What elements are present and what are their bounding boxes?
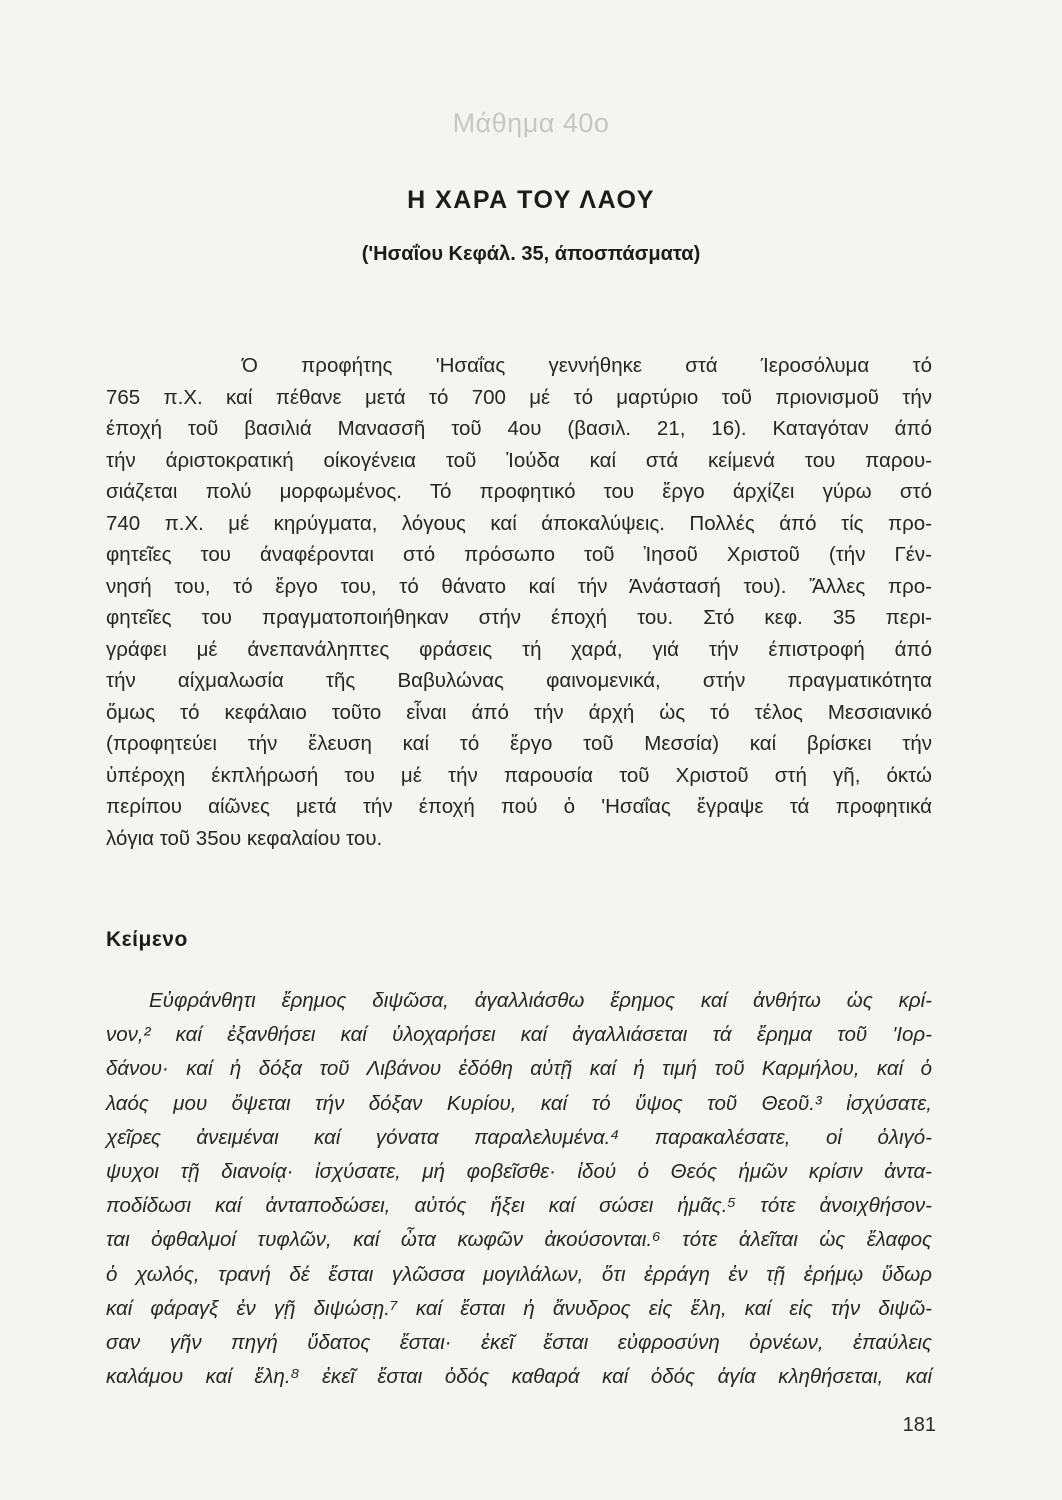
- intro-line: σιάζεται πολύ μορφωμένος. Τό προφητικό του ἔργο άρχίζει γύρω στό: [106, 480, 932, 503]
- lesson-label: Μάθημα 40ο: [452, 108, 610, 138]
- scripture-line: Εὐφράνθητι ἔρημος διψῶσα, ἀγαλλιάσθω ἔρημος καί ἀνθήτω ὡς κρί-: [149, 989, 932, 1012]
- scripture-line: χεῖρες ἀνειμέναι καί γόνατα παραλελυμένα.⁴ παρακαλέσατε, οἱ ὀλιγό-: [106, 1125, 932, 1149]
- intro-line: τήν άριστοκρατική οίκογένεια τοῦ Ἰούδα καί στά κείμενά του παρου-: [106, 448, 932, 472]
- intro-line: γράφει μέ άνεπανάληπτες φράσεις τή χαρά, γιά τήν έπιστροφή άπό: [106, 637, 932, 661]
- intro-line: φητεῖες του πραγματοποιήθηκαν στήν έποχή του. Στό κεφ. 35 περι-: [106, 606, 932, 629]
- intro-line: 740 π.Χ. μέ κηρύγματα, λόγους καί άποκαλύψεις. Πολλές άπό τίς προ-: [106, 511, 932, 535]
- intro-line: ὑπέροχη έκπλήρωσή του μέ τήν παρουσία τοῦ Χριστοῦ στή γῆ, όκτώ: [106, 763, 932, 787]
- page-number: 181: [902, 1414, 936, 1436]
- source-reference: ('Ησαΐου Κεφάλ. 35, άποσπάσματα): [361, 243, 701, 265]
- intro-line: νησή του, τό ἔργο του, τό θάνατο καί τήν Άνάστασή του). Ἄλλες προ-: [106, 574, 932, 598]
- scripture-passage: [106, 984, 932, 1394]
- intro-line: έποχή τοῦ βασιλιά Μανασσῆ τοῦ 4ου (βασιλ. 21, 16). Καταγόταν άπό: [106, 417, 932, 440]
- scripture-line: καί φάραγξ ἐν γῇ διψώσῃ.⁷ καί ἔσται ἡ ἄνυδρος εἰς ἕλη, καί εἰς τήν διψῶ-: [106, 1296, 932, 1320]
- scripture-line: σαν γῆν πηγή ὕδατος ἔσται· ἐκεῖ ἔσται εὐφροσύνη ὀρνέων, ἐπαύλεις: [106, 1331, 932, 1355]
- scripture-line: λαός μου ὄψεται τήν δόξαν Κυρίου, καί τό ὕψος τοῦ Θεοῦ.³ ἰσχύσατε,: [106, 1091, 932, 1115]
- scripture-line: ὁ χωλός, τρανή δέ ἔσται γλῶσσα μογιλάλων, ὅτι ἐρράγη ἐν τῇ ἐρήμῳ ὕδωρ: [106, 1262, 932, 1286]
- scripture-line: ψυχοι τῇ διανοίᾳ· ἰσχύσατε, μή φοβεῖσθε· ἰδού ὁ Θεός ἡμῶν κρίσιν ἀντα-: [106, 1160, 932, 1184]
- scripture-line: νον,² καί ἐξανθήσει καί ὑλοχαρήσει καί ἀγαλλιάσεται τά ἔρημα τοῦ 'Ιορ-: [106, 1023, 932, 1047]
- intro-line: ὅμως τό κεφάλαιο τοῦτο εἶναι άπό τήν άρχή ὡς τό τέλος Μεσσιανικό: [106, 700, 932, 724]
- chapter-title: Η ΧΑΡΑ ΤΟΥ ΛΑΟΥ: [407, 186, 655, 214]
- intro-line: 765 π.Χ. καί πέθανε μετά τό 700 μέ τό μαρτύριο τοῦ πριονισμοῦ τήν: [106, 385, 932, 409]
- scripture-line: ται ὀφθαλμοί τυφλῶν, καί ὦτα κωφῶν ἀκούσονται.⁶ τότε ἁλεῖται ὡς ἔλαφος: [106, 1228, 932, 1252]
- scripture-line: καλάμου καί ἕλη.⁸ ἐκεῖ ἔσται ὁδός καθαρά καί ὁδός ἁγία κληθήσεται, καί: [106, 1365, 932, 1389]
- intro-line: περίπου αίῶνες μετά τήν έποχή πού ὁ 'Ησαΐας ἔγραψε τά προφητικά: [106, 795, 932, 818]
- intro-line: λόγια τοῦ 35ου κεφαλαίου του.: [106, 826, 383, 850]
- intro-line: τήν αίχμαλωσία τῆς Βαβυλώνας φαινομενικά, στήν πραγματικότητα: [106, 669, 932, 692]
- scripture-line: δάνου· καί ἡ δόξα τοῦ Λιβάνου ἐδόθη αὐτῇ καί ἡ τιμή τοῦ Καρμήλου, καί ὁ: [106, 1057, 932, 1081]
- intro-paragraph: [106, 350, 932, 854]
- scripture-line: ποδίδωσι καί ἀνταποδώσει, αὐτός ἥξει καί σώσει ἡμᾶς.⁵ τότε ἀνοιχθήσον-: [106, 1194, 932, 1218]
- section-heading-text: Κείμενο: [106, 928, 188, 951]
- intro-line: Ό προφήτης 'Ησαΐας γεννήθηκε στά Ίεροσόλυμα τό: [242, 354, 932, 377]
- intro-line: (προφητεύει τήν ἔλευση καί τό ἔργο τοῦ Μεσσία) καί βρίσκει τήν: [106, 732, 932, 755]
- intro-line: φητεῖες του άναφέρονται στό πρόσωπο τοῦ Ἰησοῦ Χριστοῦ (τήν Γέν-: [106, 543, 932, 566]
